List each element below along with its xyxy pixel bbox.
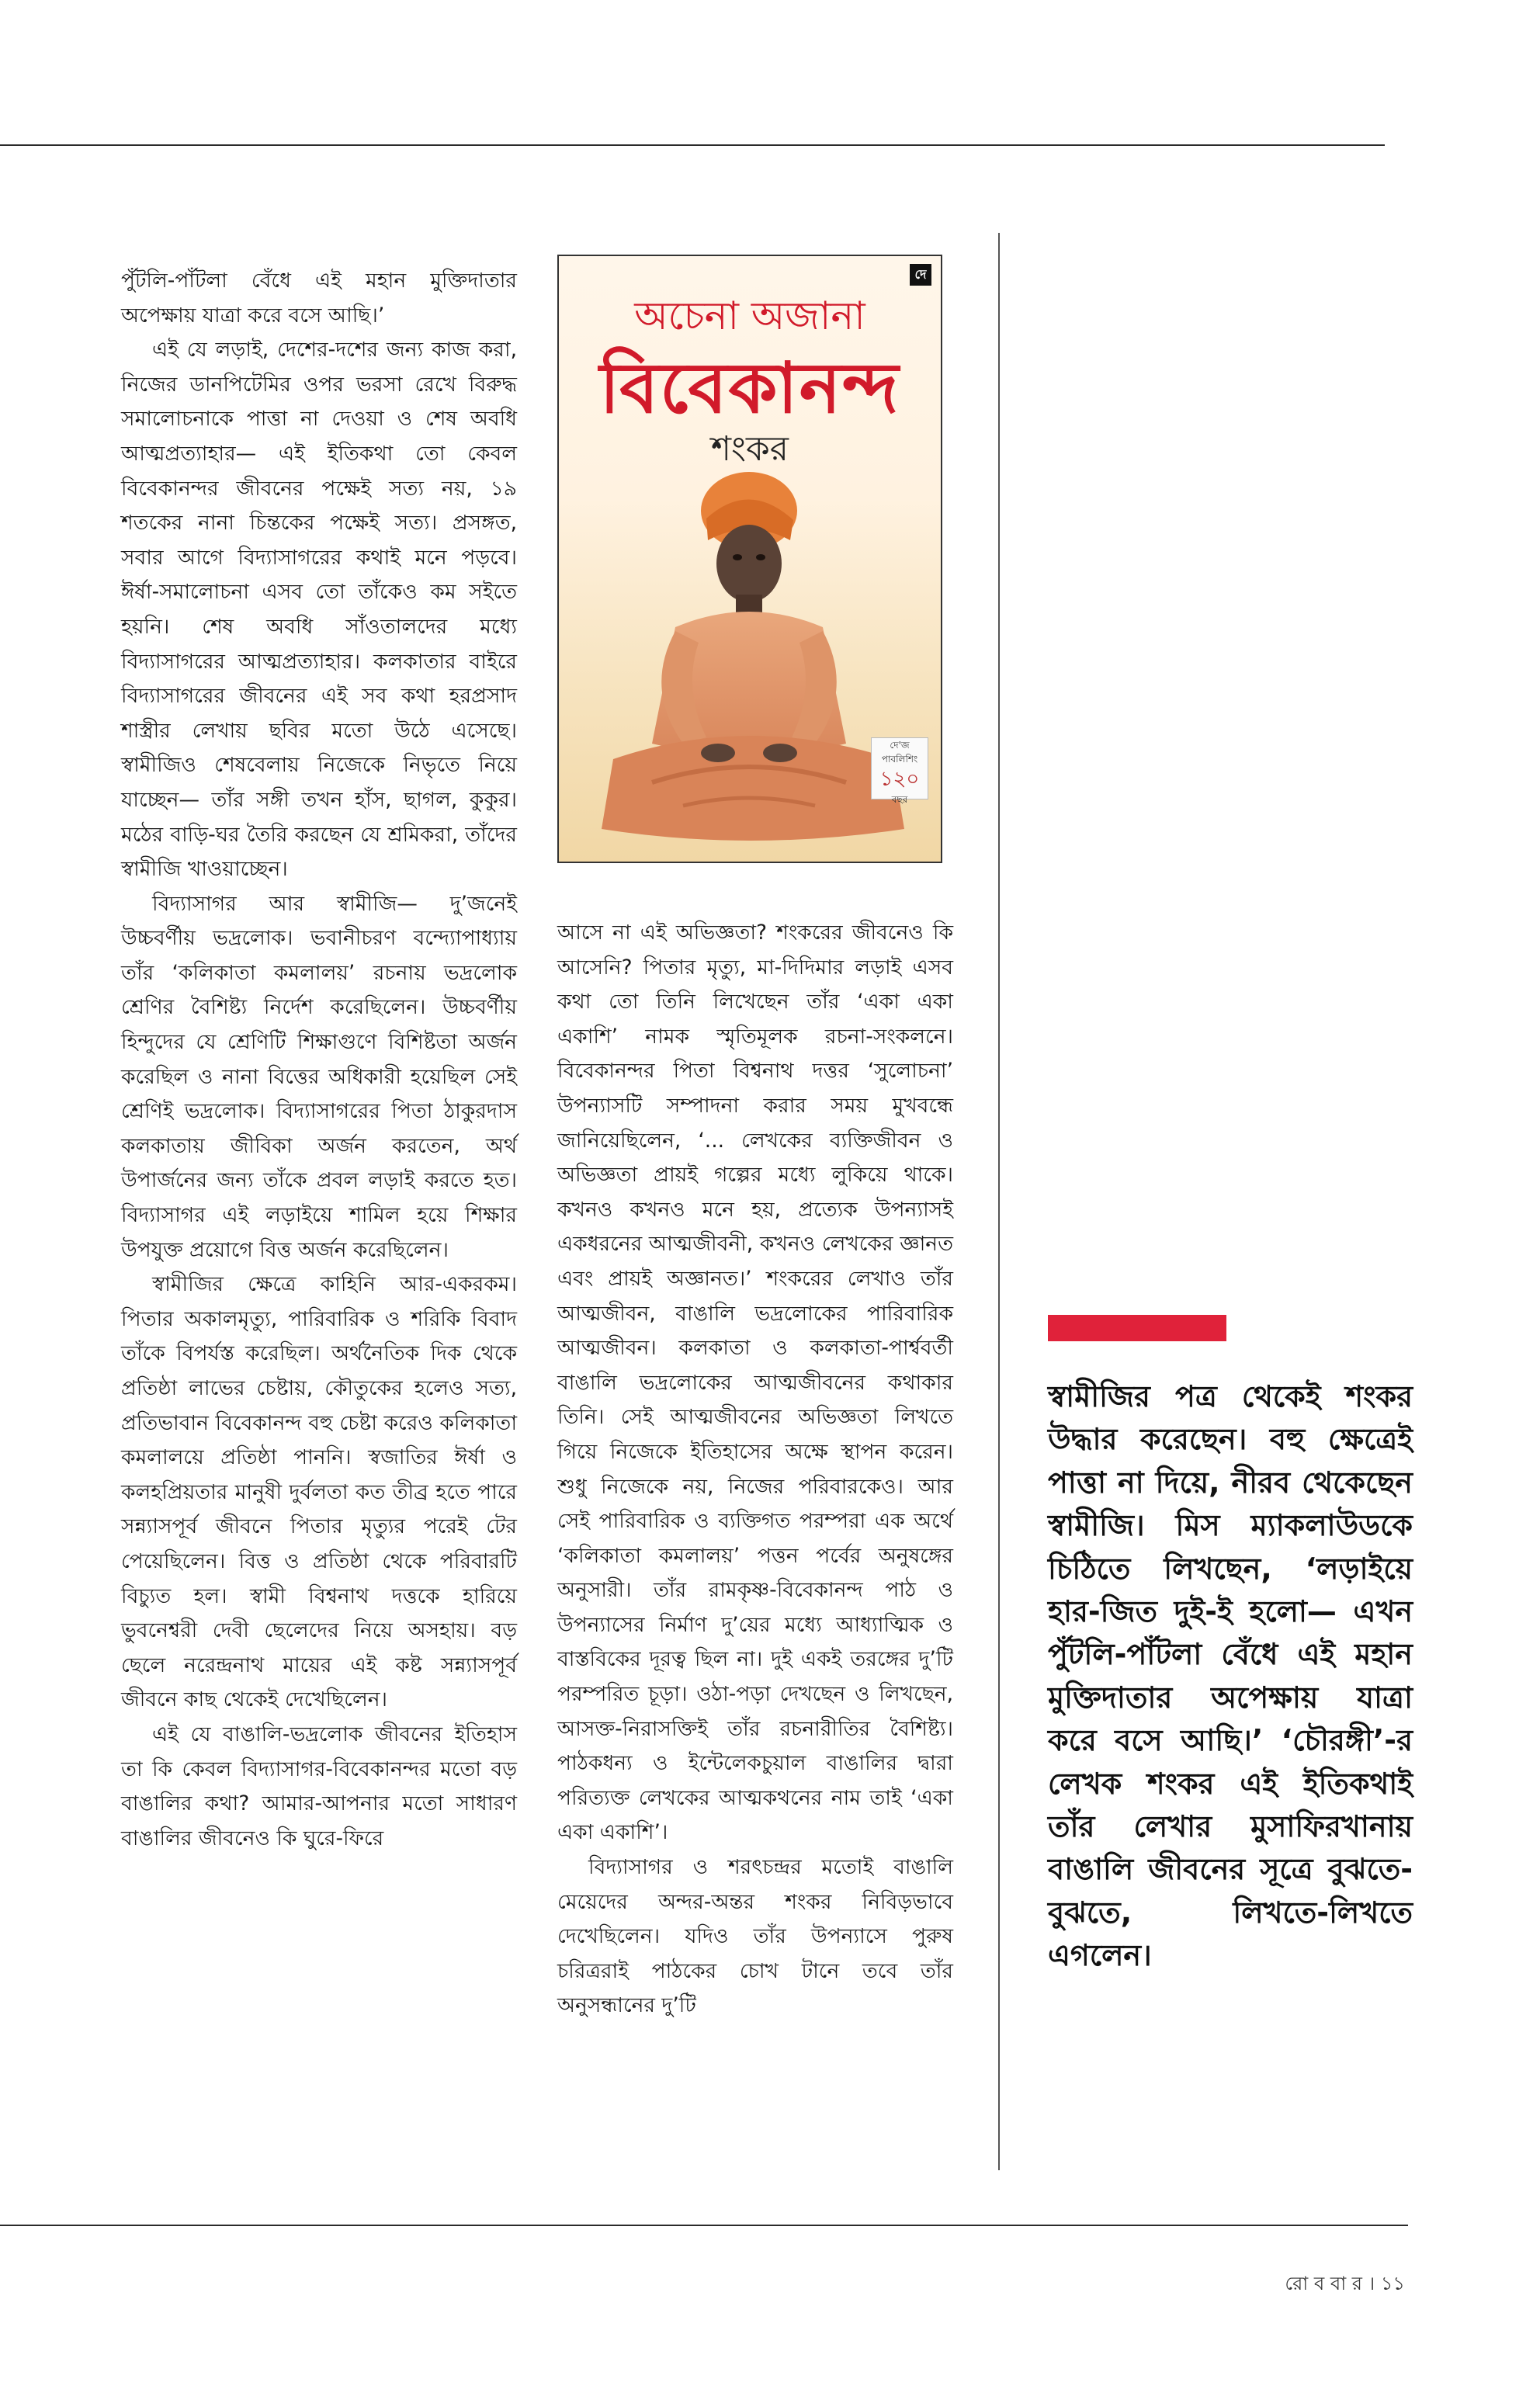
column-1-paragraph: এই যে লড়াই, দেশের-দশের জন্য কাজ করা, নিজের ডানপিটেমির ওপর ভরসা রেখে বিরুদ্ধ সমালোচনাকে পাত্তা না দেওয়া ও শেষ অবধি আত্মপ্রত্যাহার— এই ইতিকথা তো কেবল বিবেকানন্দর জীবনের পক্ষেই সত্য নয়, ১৯ শতকের নানা চিন্তকের পক্ষেই সত্য। প্রসঙ্গত, সবার আগে বিদ্যাসাগরের কথাই মনে পড়বে। ঈর্ষা-সমালোচনা এসব তো তাঁকেও কম সইতে হয়নি। শেষ অবধি সাঁওতালদের মধ্যে বিদ্যাসাগরের আত্মপ্রত্যাহার। কলকাতার বাইরে বিদ্যাসাগরের জীবনের এই সব কথা হরপ্রসাদ শাস্ত্রীর লেখায় ছবির মতো উঠে এসেছে। স্বামীজিও শেষবেলায় নিজেকে নিভৃতে নিয়ে যাচ্ছেন— তাঁর সঙ্গী তখন হাঁস, ছাগল, কুকুর। মঠের বাড়ি-ঘর তৈরি করছেন যে শ্রমিকরা, তাঁদের স্বামীজি খাওয়াচ্ছেন। xyxy=(121,338,517,882)
article-column-2 xyxy=(557,916,953,2024)
badge-caption: বছর xyxy=(891,794,908,805)
column-2-paragraph: বিদ্যাসাগর ও শরৎচন্দ্রর মতোই বাঙালি মেয়েদের অন্দর-অন্তর শংকর নিবিড়ভাবে দেখেছিলেন। যদিও তাঁর উপন্যাসে পুরুষ চরিত্ররাই পাঠকের চোখ টানে তবে তাঁর অনুসন্ধানের দু’টি xyxy=(557,1855,953,2018)
column-1-paragraph: পুঁটলি-পাঁটলা বেঁধে এই মহান মুক্তিদাতার অপেক্ষায় যাত্রা করে বসে আছি।’ xyxy=(121,269,517,328)
column-1-paragraph: এই যে বাঙালি-ভদ্রলোক জীবনের ইতিহাস তা কি কেবল বিদ্যাসাগর-বিবেকানন্দর মতো বড় বাঙালির কথা? আমার-আপনার মতো সাধারণ বাঙালির জীবনেও কি ঘুরে-ফিরে xyxy=(121,1722,517,1850)
badge-publisher: দে'জ পাবলিশিং xyxy=(881,740,918,765)
seated-monk-illustration xyxy=(590,464,916,860)
column-1-paragraph: বিদ্যাসাগর আর স্বামীজি— দু’জনেই উচ্চবর্ণীয় ভদ্রলোক। ভবানীচরণ বন্দ্যোপাধ্যায় তাঁর ‘কলিকাতা কমলালয়’ রচনায় ভদ্রলোক শ্রেণির বৈশিষ্ট্য নির্দেশ করেছিলেন। উচ্চবর্ণীয় হিন্দুদের যে শ্রেণিটি শিক্ষাগুণে বিশিষ্টতা অর্জন করেছিল ও নানা বিত্তের অধিকারী হয়েছিল সেই শ্রেণিই ভদ্রলোক। বিদ্যাসাগরের পিতা ঠাকুরদাস কলকাতায় জীবিকা অর্জন করতেন, অর্থ উপার্জনের জন্য তাঁকে প্রবল লড়াই করতে হত। বিদ্যাসাগর এই লড়াইয়ে শামিল হয়ে শিক্ষার উপযুক্ত প্রয়োগে বিত্ত অর্জন করেছিলেন। xyxy=(121,891,517,1262)
article-column-1 xyxy=(121,264,517,1856)
page-folio: রো ব বা র । ১১ xyxy=(1285,2273,1405,2294)
book-subtitle: অচেনা অজানা xyxy=(634,293,865,338)
pull-quote: স্বামীজির পত্র থেকেই শংকর উদ্ধার করেছেন। বহু ক্ষেত্রেই পাত্তা না দিয়ে, নীরব থেকেছেন স্বামীজি। মিস ম্যাকলাউডকে চিঠিতে লিখছেন, ‘লড়াইয়ে হার-জিত দুই-ই হলো— এখন পুঁটলি-পাঁটলা বেঁধে এই মহান মুক্তিদাতার অপেক্ষায় যাত্রা করে বসে আছি।’ ‘চৌরঙ্গী’-র লেখক শংকর এই ইতিকথাই তাঁর লেখার মুসাফিরখানায় বাঙালি জীবনের সূত্রে বুঝতে-বুঝতে, লিখতে-লিখতে এগলেন। xyxy=(1048,1379,1413,1973)
publisher-logo: দে xyxy=(910,264,931,286)
badge-number: ১২০ xyxy=(879,768,920,791)
pull-quote-accent-bar xyxy=(1048,1315,1226,1341)
column-1-paragraph: স্বামীজির ক্ষেত্রে কাহিনি আর-একরকম। পিতার অকালমৃত্যু, পারিবারিক ও শরিকি বিবাদ তাঁকে বিপর্যস্ত করেছিল। অর্থনৈতিক দিক থেকে প্রতিষ্ঠা লাভের চেষ্টায়, কৌতুকের হলেও সত্য, প্রতিভাবান বিবেকানন্দ বহু চেষ্টা করেও কলিকাতা কমলালয়ে প্রতিষ্ঠা পাননি। স্বজাতির ঈর্ষা ও কলহপ্রিয়তার মানুষী দুর্বলতা কত তীব্র হতে পারে সন্ন্যাসপূর্ব জীবনে পিতার মৃত্যুর পরেই টের পেয়েছিলেন। বিত্ত ও প্রতিষ্ঠা থেকে পরিবারটি বিচ্যুত হল। স্বামী বিশ্বনাথ দত্তকে হারিয়ে ভুবনেশ্বরী দেবী ছেলেদের নিয়ে অসহায়। বড় ছেলে নরেন্দ্রনাথ মায়ের এই কষ্ট সন্ন্যাসপূর্ব জীবনে কাছ থেকেই দেখেছিলেন। xyxy=(121,1272,517,1712)
book-title: বিবেকানন্দ xyxy=(599,347,900,429)
bottom-rule xyxy=(0,2225,1408,2226)
top-rule xyxy=(0,144,1385,146)
book-author: শংকর xyxy=(711,429,789,469)
column-divider xyxy=(998,233,1000,2170)
anniversary-badge xyxy=(871,737,928,805)
column-2-paragraph: আসে না এই অভিজ্ঞতা? শংকরের জীবনেও কি আসেনি? পিতার মৃত্যু, মা-দিদিমার লড়াই এসব কথা তো তিনি লিখেছেন তাঁর ‘একা একা একাশি’ নামক স্মৃতিমূলক রচনা-সংকলনে। বিবেকানন্দর পিতা বিশ্বনাথ দত্তর ‘সুলোচনা’ উপন্যাসটি সম্পাদনা করার সময় মুখবন্ধে জানিয়েছিলেন, ‘... লেখকের ব্যক্তিজীবন ও অভিজ্ঞতা প্রায়ই গল্পের মধ্যে লুকিয়ে থাকে। কখনও কখনও মনে হয়, প্রত্যেক উপন্যাসই একধরনের আত্মজীবনী, কখনও লেখকের জ্ঞানত এবং প্রায়ই অজ্ঞানত।’ শংকরের লেখাও তাঁর আত্মজীবন, বাঙালি ভদ্রলোকের পারিবারিক আত্মজীবন। কলকাতা ও কলকাতা-পার্শ্ববর্তী বাঙালি ভদ্রলোকের আত্মজীবনের কথাকার তিনি। সেই আত্মজীবনের অভিজ্ঞতা লিখতে গিয়ে নিজেকে ইতিহাসের অক্ষে স্থাপন করেন। শুধু নিজেকে নয়, নিজের পরিবারকেও। আর সেই পারিবারিক ও ব্যক্তিগত পরম্পরা এক অর্থে ‘কলিকাতা কমলালয়’ পত্তন পর্বের অনুষঙ্গের অনুসারী। তাঁর রামকৃষ্ণ-বিবেকানন্দ পাঠ ও উপন্যাসের নির্মাণ দু’য়ের মধ্যে আধ্যাত্মিক ও বাস্তবিকের দূরত্ব ছিল না। দুই একই তরঙ্গের দু’টি পরম্পরিত চূড়া। ওঠা-পড়া দেখছেন ও লিখছেন, আসক্ত-নিরাসক্তিই তাঁর রচনারীতির বৈশিষ্ট্য। পাঠকধন্য ও ইন্টেলেকচুয়াল বাঙালির দ্বারা পরিত্যক্ত লেখকের আত্মকথনের নাম তাই ‘একা একা একাশি’। xyxy=(557,921,953,1845)
book-cover-image xyxy=(557,255,942,863)
